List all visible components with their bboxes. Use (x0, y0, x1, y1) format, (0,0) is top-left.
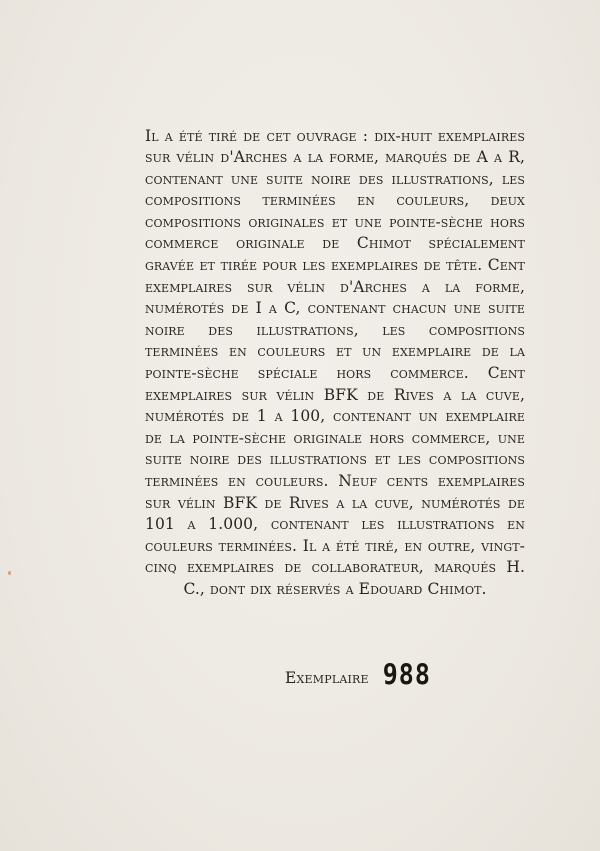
copy-label: Exemplaire (285, 669, 369, 687)
copy-number-line (285, 657, 431, 692)
paper-speck (8, 571, 11, 575)
justification-du-tirage-paragraph: Il a été tiré de cet ouvrage : dix-huit exemplaires sur vélin d'Arches a la forme, marqués de A a R, contenant une suite noire des illustrations, les compositions terminées en couleurs, deux compositions originales et une pointe-sèche hors commerce originale de Chimot spécialement gravée et tirée pour les exemplaires de tête. Cent exemplaires sur vélin d'Arches a la forme, numérotés de I a C, contenant chacun une suite noire des illustrations, les compositions terminées en couleurs et un exemplaire de la pointe-sèche spéciale hors commerce. Cent exemplaires sur vélin BFK de Rives a la cuve, numérotés de 1 a 100, contenant un exemplaire de la pointe-sèche originale hors commerce, une suite noire des illustrations et les compositions terminées en couleurs. Neuf cents exemplaires sur vélin BFK de Rives a la cuve, numérotés de 101 a 1.000, contenant les illustrations en couleurs terminées. Il a été tiré, en outre, vingt-cinq exemplaires de collaborateur, marqués H. C., dont dix réservés a Edouard Chimot. (145, 126, 525, 598)
copy-number-stamp: 988 (382, 657, 431, 692)
